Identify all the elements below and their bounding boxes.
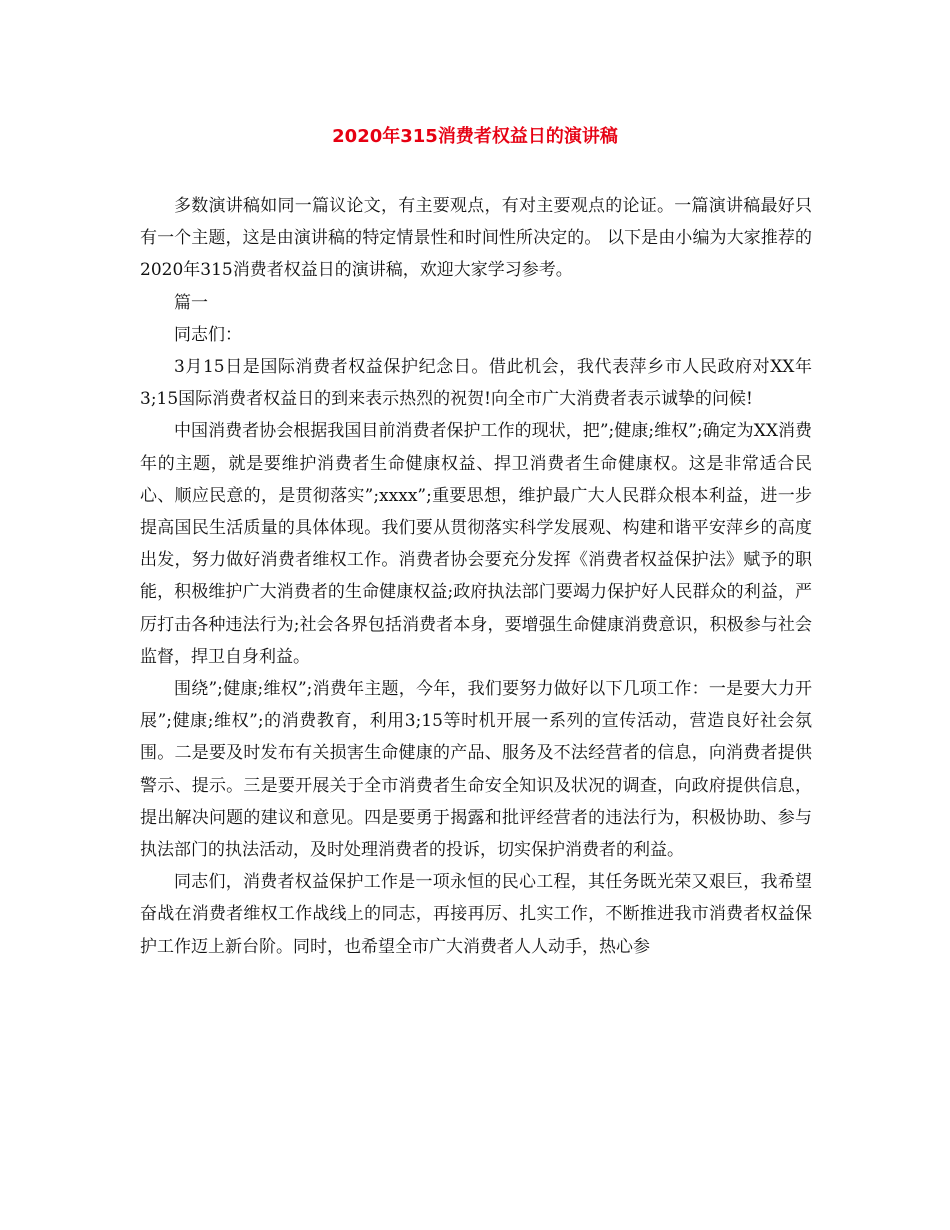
paragraph-tasks: 围绕”;健康;维权”;消费年主题，今年，我们要努力做好以下几项工作：一是要大力开展”;健康;维权”;的消费教育，利用3;15等时机开展一系列的宣传活动，营造良好社会氛围。二是要及时发布有关损害生命健康的产品、服务及不法经营者的信息，向消费者提供警示、提示。三是要开展关于全市消费者生命安全知识及状况的调查，向政府提供信息，提出解决问题的建议和意见。四是要勇于揭露和批评经营者的违法行为，积极协助、参与执法部门的执法活动，及时处理消费者的投诉，切实保护消费者的利益。 [140,679,812,861]
paragraph-closing: 同志们，消费者权益保护工作是一项永恒的民心工程，其任务既光荣又艰巨，我希望奋战在消费者维权工作战线上的同志，再接再厉、扎实工作，不断推进我市消费者权益保护工作迈上新台阶。同时，也希望全市广大消费者人人动手，热心参 [140,872,812,957]
paragraph-greeting: 3月15日是国际消费者权益保护纪念日。借此机会，我代表萍乡市人民政府对XX年3;15国际消费者权益日的到来表示热烈的祝贺!向全市广大消费者表示诚挚的问候! [140,357,812,410]
paragraph-theme: 中国消费者协会根据我国目前消费者保护工作的现状，把”;健康;维权”;确定为XX消费年的主题，就是要维护消费者生命健康权益、捍卫消费者生命健康权。这是非常适合民心、顺应民意的，是贯彻落实”;xxxx”;重要思想，维护最广大人民群众根本利益，进一步提高国民生活质量的具体体现。我们要从贯彻落实科学发展观、构建和谐平安萍乡的高度出发，努力做好消费者维权工作。消费者协会要充分发挥《消费者权益保护法》赋予的职能，积极维护广大消费者的生命健康权益;政府执法部门要竭力保护好人民群众的利益，严厉打击各种违法行为;社会各界包括消费者本身，要增强生命健康消费意识，积极参与社会监督，捍卫自身利益。 [140,421,812,667]
paragraph-salutation: 同志们： [174,324,242,345]
paragraph-intro: 多数演讲稿如同一篇议论文，有主要观点，有对主要观点的论证。一篇演讲稿最好只有一个主题，这是由演讲稿的特定情景性和时间性所决定的。 以下是由小编为大家推荐的2020年315消费者权益日的演讲稿，欢迎大家学习参考。 [140,196,812,281]
document-body [140,190,812,963]
paragraph-section-heading: 篇一 [174,292,208,313]
document-title: 2020年315消费者权益日的演讲稿 [332,126,618,147]
